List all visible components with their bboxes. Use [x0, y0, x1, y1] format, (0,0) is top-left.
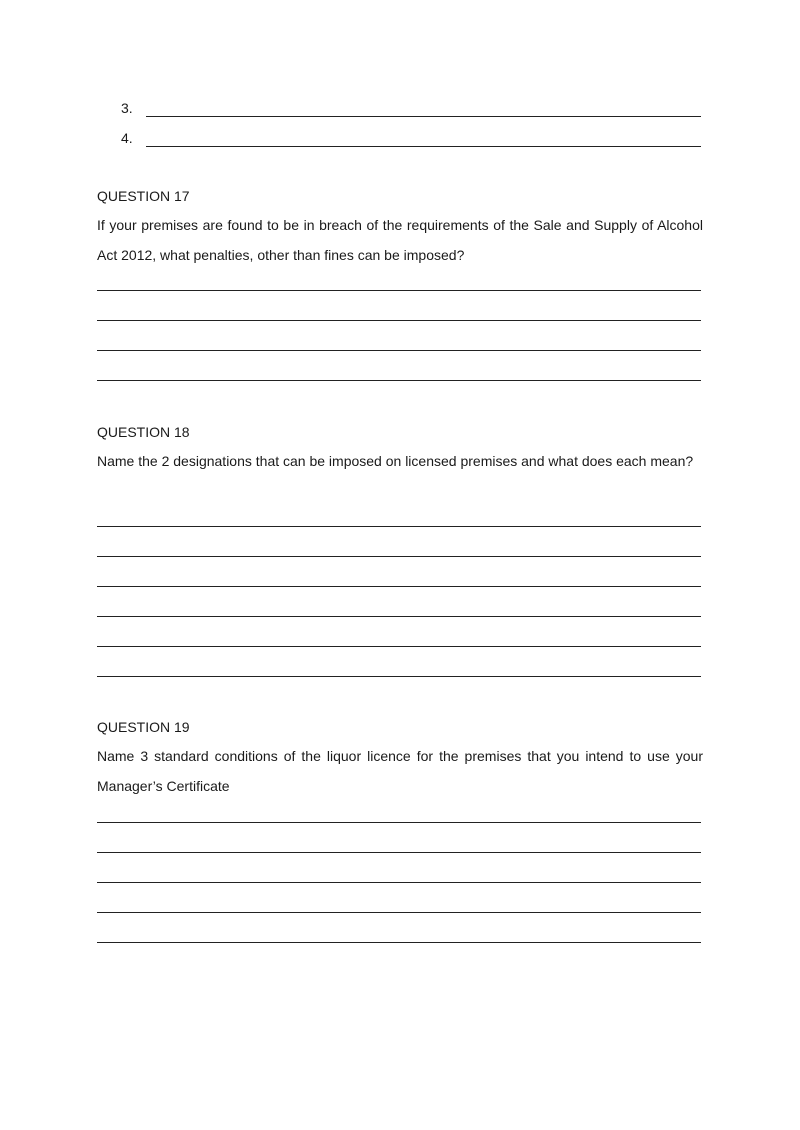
question-17-title: QUESTION 17	[97, 188, 190, 204]
numbered-answer-line-4	[0, 128, 800, 148]
answer-line[interactable]	[97, 350, 701, 351]
answer-line[interactable]	[97, 852, 701, 853]
question-17-text: If your premises are found to be in breach of the requirements of the Sale and Supply of Alcohol Act 2012, what penalties, other than fines can be imposed?	[97, 217, 703, 263]
question-19-title: QUESTION 19	[97, 719, 190, 735]
answer-line[interactable]	[97, 646, 701, 647]
answer-line[interactable]	[97, 586, 701, 587]
answer-line[interactable]	[97, 676, 701, 677]
answer-line[interactable]	[97, 556, 701, 557]
answer-line[interactable]	[97, 882, 701, 883]
item-number: 3.	[121, 100, 133, 116]
question-19-text: Name 3 standard conditions of the liquor licence for the premises that you intend to use your Manager’s Certificate	[97, 748, 703, 794]
numbered-answer-line-3	[0, 98, 800, 118]
answer-line[interactable]	[97, 912, 701, 913]
answer-line[interactable]	[97, 320, 701, 321]
answer-line[interactable]	[97, 290, 701, 291]
item-number: 4.	[121, 130, 133, 146]
question-18-text: Name the 2 designations that can be imposed on licensed premises and what does each mean?	[97, 453, 694, 469]
answer-line[interactable]	[97, 380, 701, 381]
answer-line[interactable]	[97, 616, 701, 617]
answer-line[interactable]	[97, 526, 701, 527]
question-18-title: QUESTION 18	[97, 424, 190, 440]
answer-blank[interactable]	[146, 116, 701, 117]
answer-line[interactable]	[97, 942, 701, 943]
answer-line[interactable]	[97, 822, 701, 823]
answer-blank[interactable]	[146, 146, 701, 147]
